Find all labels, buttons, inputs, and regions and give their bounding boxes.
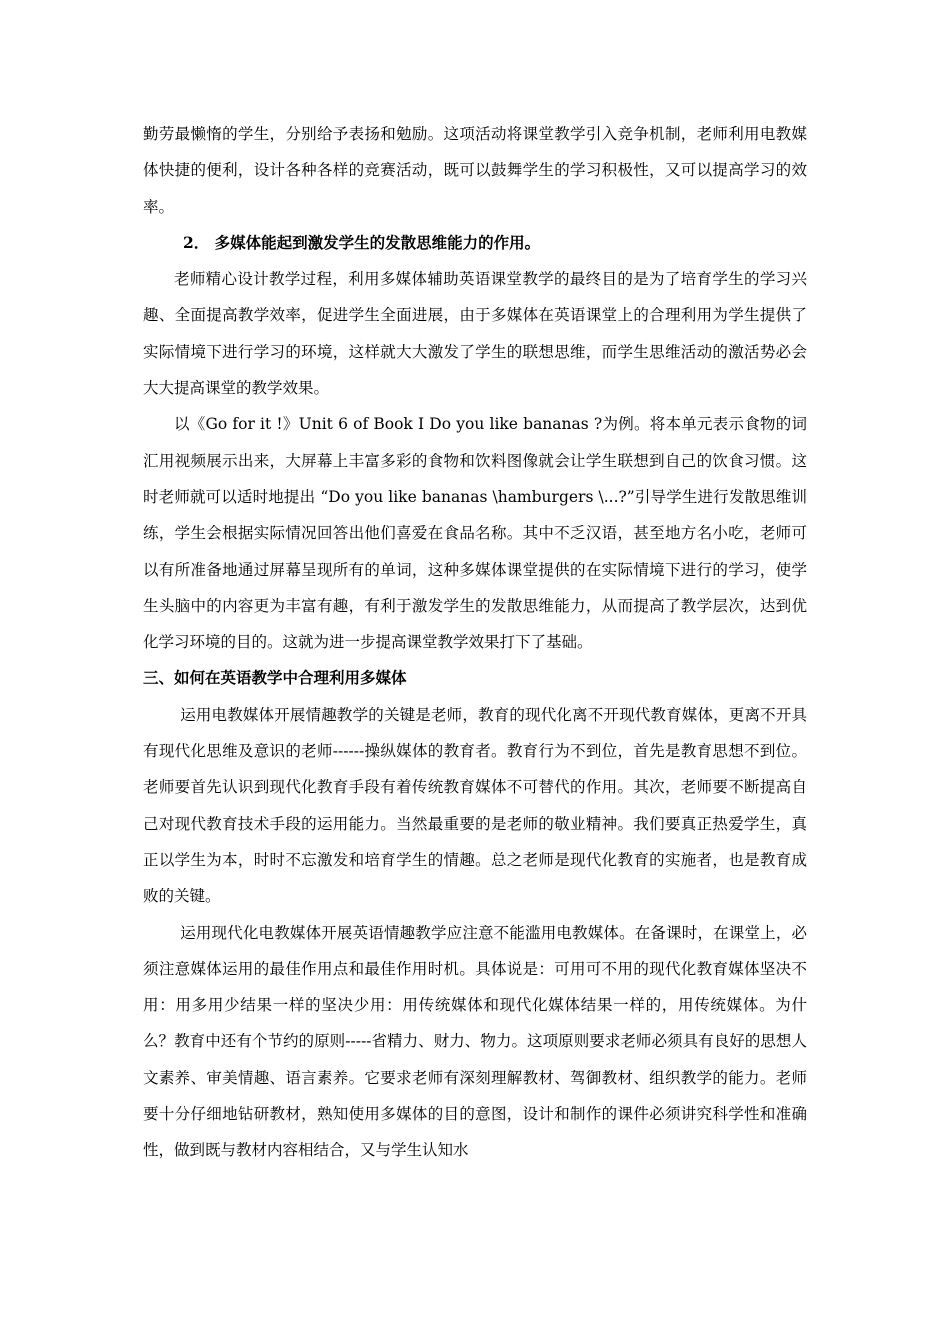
paragraph-no-abuse: 运用现代化电教媒体开展英语情趣教学应注意不能滥用电教媒体。在备课时，在课堂上，必须注意媒体运用的最佳作用点和最佳作用时机。具体说是：可用可不用的现代化教育媒体坚决不用：用多用少结果一样的坚决少用：用传统媒体和现代化媒体结果一样的，用传统媒体。为什么？教育中还有个节约的原则-----省精力、财力、物力。这项原则要求老师必须具有良好的思想人文素养、审美情趣、语言素养。它要求老师有深刻理解教材、驾御教材、组织教学的能力。老师要十分仔细地钻研教材，熟知使用多媒体的目的意图，设计和制作的课件必须讲究科学性和准确性，做到既与教材内容相结合，又与学生认知水 <box>143 923 807 1160</box>
paragraph-example-unit: 以《Go for it !》Unit 6 of Book I Do you like bananas ?为例。将本单元表示食物的词汇用视频展示出来，大屏幕上丰富多彩的食物和饮料图像就会让学生联想到自己的饮食习惯。这时老师就可以适时地提出 “Do you like bananas \hamburgers \...?”引导学生进行发散思维训练，学生会根据实际情况回答出他们喜爱在食品名称。其中不乏汉语，甚至地方名小吃，老师可以有所准备地通过屏幕呈现所有的单词，这种多媒体课堂提供的在实际情境下进行的学习，使学生头脑中的内容更为丰富有趣，有利于激发学生的发散思维能力，从而提高了教学层次，达到优化学习环境的目的。这就为进一步提高课堂教学效果打下了基础。 <box>143 415 807 652</box>
paragraph-teacher-key: 运用电教媒体开展情趣教学的关键是老师，教育的现代化离不开现代教育媒体，更离不开具有现代化思维及意识的老师------操纵媒体的教育者。教育行为不到位，首先是教育思想不到位。老师要首先认识到现代化教育手段有着传统教育媒体不可替代的作用。其次，老师要不断提高自己对现代教育技术手段的运用能力。当然最重要的是老师的敬业精神。我们要真正热爱学生，真正以学生为本，时时不忘激发和培育学生的情趣。总之老师是现代化教育的实施者，也是教育成败的关键。 <box>143 705 807 906</box>
paragraph-continuation: 勤劳最懒惰的学生，分别给予表扬和勉励。这项活动将课堂教学引入竞争机制，老师利用电教媒体快捷的便利，设计各种各样的竞赛活动，既可以鼓舞学生的学习积极性，又可以提高学习的效率。 <box>143 125 807 216</box>
section-heading-3: 三、如何在英语教学中合理利用多媒体 <box>143 668 407 688</box>
paragraph-multimedia-purpose: 老师精心设计教学过程，利用多媒体辅助英语课堂教学的最终目的是为了培育学生的学习兴趣、全面提高教学效率，促进学生全面进展，由于多媒体在英语课堂上的合理利用为学生提供了实际情境下进行学习的环境，这样就大大激发了学生的联想思维，而学生思维活动的激活势必会大大提高课堂的教学效果。 <box>143 270 807 398</box>
subheading-2: 2． 多媒体能起到激发学生的发散思维能力的作用。 <box>183 232 541 252</box>
document-page <box>143 116 807 1169</box>
